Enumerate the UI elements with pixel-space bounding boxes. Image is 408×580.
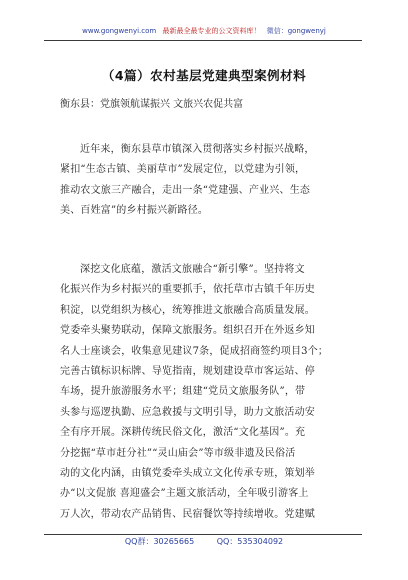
page-header	[0, 26, 408, 36]
footer-divider	[44, 534, 362, 535]
paragraph-line: 全有序开展。深耕传统民俗文化，激活“文化基因”。充	[60, 427, 306, 439]
paragraph-line: 动的文化内涵，由镇党委牵头成立文化传承专班，策划举	[60, 467, 315, 479]
paragraph-line: 紧扣“生态古镇、美丽草市”发展定位，以党建为引领，	[60, 164, 306, 176]
header-wechat: 微信：gongwenyj	[266, 27, 326, 35]
header-site-link[interactable]: www.gongwenyi.com	[82, 27, 157, 35]
paragraph-line: 完善古镇标识标牌、导览指南，规划建设草市客运站、停	[60, 365, 315, 377]
document-title: （4篇）农村基层党建典型案例材料	[101, 68, 307, 83]
paragraph-line: 化振兴作为乡村振兴的重要抓手，依托草市古镇千年历史	[60, 284, 315, 296]
paragraph-1	[60, 140, 360, 222]
paragraph-2	[60, 260, 360, 525]
paragraph-line: 美、百姓富”的乡村振兴新路径。	[60, 205, 209, 217]
header-slogan: 最新最全最专业的公文资料库！	[162, 27, 261, 35]
paragraph-line: 深挖文化底蕴，激活文旅融合“新引擎”。坚持将文	[80, 264, 305, 275]
header-divider	[44, 40, 362, 41]
paragraph-line: 分挖掘“草市赶分社”“灵山庙会”等市级非遗及民俗活	[60, 447, 296, 459]
paragraph-line: 推动农文旅三产融合，走出一条“党建强、产业兴、生态	[60, 184, 311, 196]
paragraph-line: 积淀，以党组织为核心，统筹推进文旅融合高质量发展。	[60, 304, 315, 316]
paragraph-line: 近年来，衡东县草市镇深入贯彻落实乡村振兴战略，	[80, 144, 315, 155]
footer-qq: QQ：535304092	[216, 537, 284, 546]
paragraph-line: 办“以文促旅 喜迎盛会”主题文旅活动，全年吸引游客上	[60, 488, 309, 500]
paragraph-line: 万人次，带动农产品销售、民宿餐饮等持续增收。党建赋	[60, 508, 315, 520]
paragraph-line: 头参与巡逻执勤、应急救援与文明引导，助力文旅活动安	[60, 406, 315, 418]
paragraph-line: 车场，提升旅游服务水平；组建“党员文旅服务队”，带	[60, 386, 306, 398]
paragraph-line: 党委牵头聚势联动，保障文旅服务。组织召开在外返乡知	[60, 325, 315, 337]
paragraph-line: 名人士座谈会，收集意见建议7条，促成招商签约项目3个；	[60, 345, 329, 357]
document-subtitle: 衡东县：党旗领航谋振兴 文旅兴农促共富	[60, 99, 244, 110]
footer-qq-group: QQ群：30265665	[124, 537, 195, 546]
page-footer	[0, 536, 408, 548]
